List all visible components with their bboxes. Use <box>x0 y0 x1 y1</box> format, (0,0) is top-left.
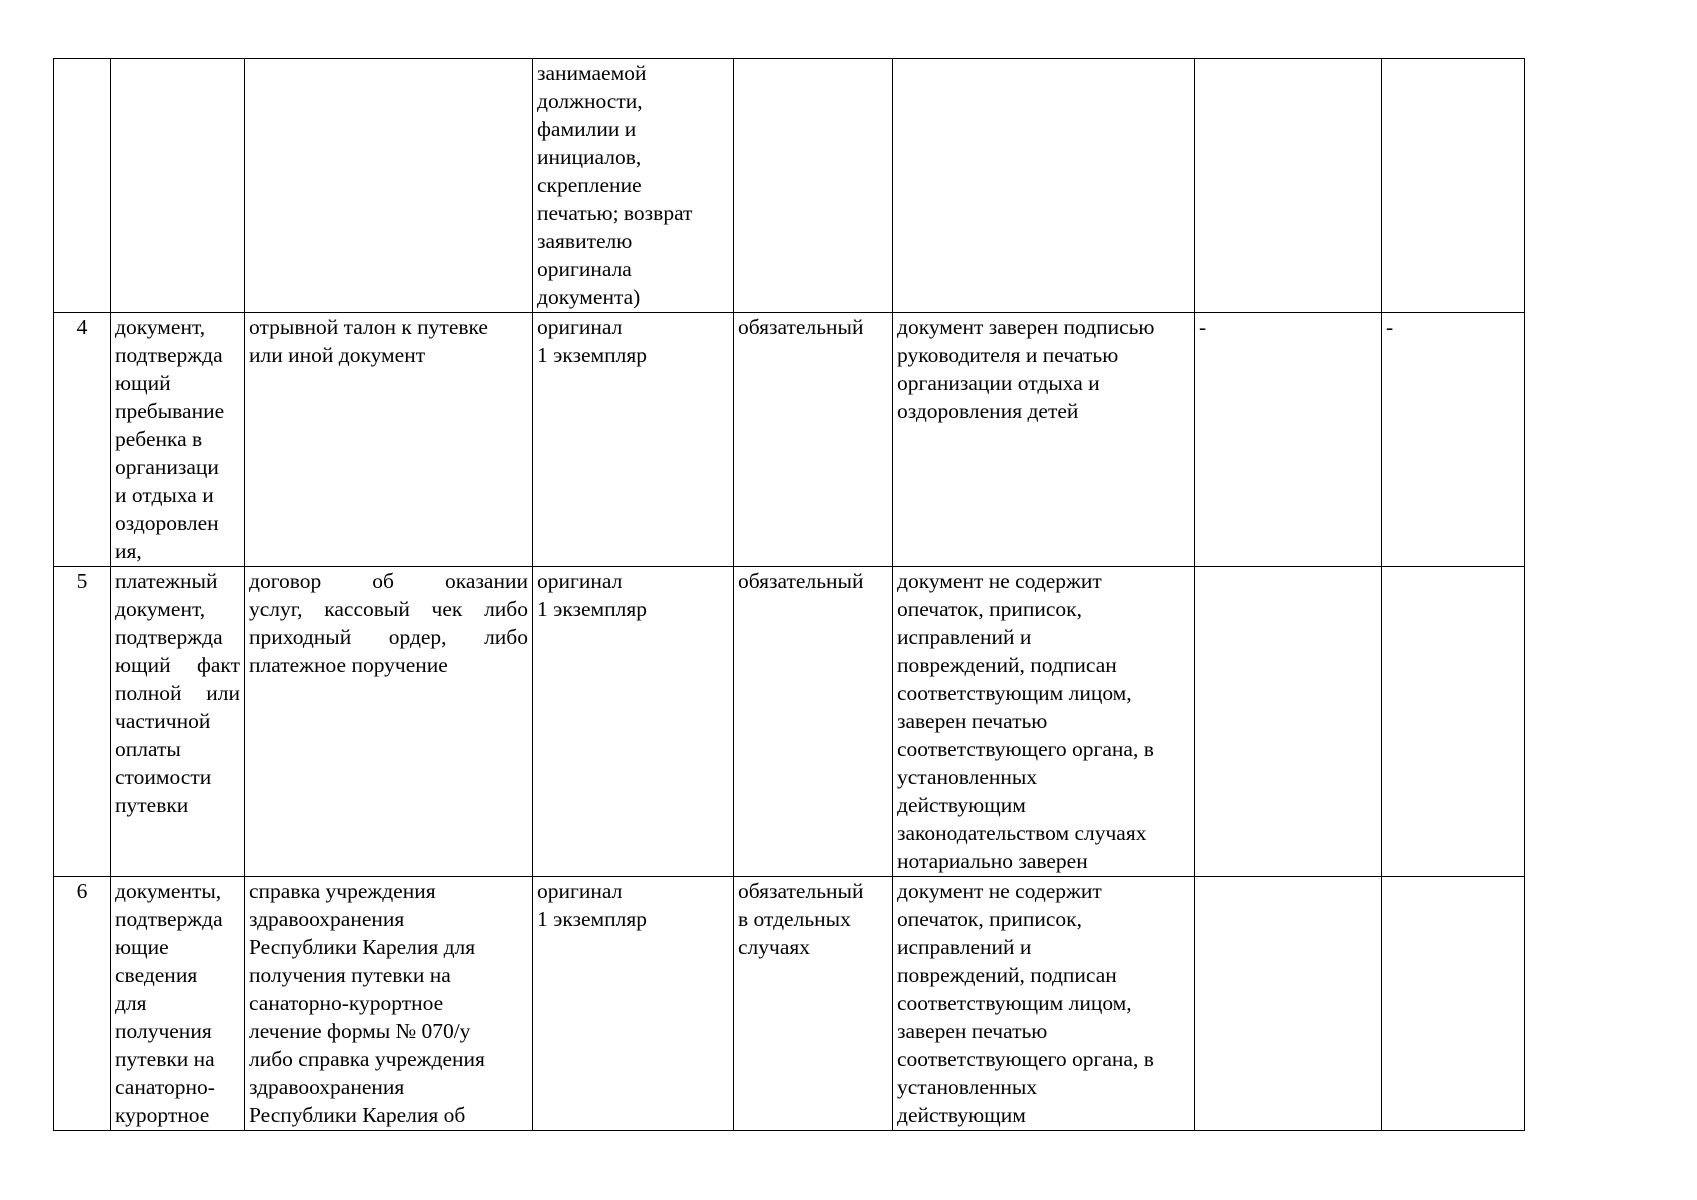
cell-text-line: для <box>115 991 147 1015</box>
cell-text-line: действующим <box>897 1103 1026 1127</box>
cell-text-line: нотариально заверен <box>897 849 1088 873</box>
row-number: 6 <box>76 879 88 903</box>
document-form-cell <box>1195 59 1382 313</box>
cell-text-line: оригинал <box>537 879 623 903</box>
cell-text-line: опечаток, приписок, <box>897 907 1083 931</box>
cell-text-line: занимаемой <box>537 61 647 85</box>
cell-text-line: ия, <box>115 539 142 563</box>
cell-text-line: случаях <box>738 935 811 959</box>
cell-text-line: услуг, кассовый чек либо <box>249 597 528 621</box>
cell-text-line: организаци <box>115 455 219 479</box>
cell-text-line: Республики Карелия об <box>249 1103 466 1127</box>
cell-text-line: соответствующего органа, в <box>897 1047 1154 1071</box>
cell-text-line: обязательный <box>738 315 864 339</box>
cell-text-line: документ, <box>115 315 206 339</box>
cell-text-line: соответствующим лицом, <box>897 681 1132 705</box>
cell-text-line: получения <box>115 1019 212 1043</box>
cell-text-line: - <box>1386 315 1394 339</box>
document-form-cell <box>1195 567 1382 877</box>
cell-text-line: подтвержда <box>115 907 223 931</box>
table-row <box>54 877 1525 1131</box>
cell-text-line: путевки на <box>115 1047 215 1071</box>
cell-text-line: установленных <box>897 765 1038 789</box>
document-copies-cell <box>533 59 734 313</box>
document-category-cell <box>111 567 245 877</box>
cell-text-line: исправлений и <box>897 625 1032 649</box>
cell-text-line: лечение формы № 070/у <box>249 1019 471 1043</box>
cell-text-line: скрепление <box>537 173 642 197</box>
cell-text-line: ребенка в <box>115 427 203 451</box>
cell-text-line: соответствующим лицом, <box>897 991 1132 1015</box>
document-sample-cell <box>1382 313 1525 567</box>
row-number-cell <box>54 313 111 567</box>
row-number-cell <box>54 877 111 1131</box>
cell-text-line: здравоохранения <box>249 1075 405 1099</box>
submission-condition-cell <box>734 877 893 1131</box>
cell-text-line: путевки <box>115 793 189 817</box>
cell-text-line: действующим <box>897 793 1026 817</box>
cell-text-line: оздоровления детей <box>897 399 1079 423</box>
submission-condition-cell <box>734 59 893 313</box>
cell-text-line: приходный ордер, либо <box>249 625 528 649</box>
cell-text-line: обязательный <box>738 569 864 593</box>
document-sample-cell <box>1382 567 1525 877</box>
cell-text-line: или иной документ <box>249 343 426 367</box>
document-name-cell <box>245 313 533 567</box>
cell-text-line: заверен печатью <box>897 1019 1048 1043</box>
row-number-cell <box>54 567 111 877</box>
cell-text-line: здравоохранения <box>249 907 405 931</box>
cell-text-line: законодательством случаях <box>897 821 1147 845</box>
cell-text-line: руководителя и печатью <box>897 343 1119 367</box>
cell-text-line: - <box>1199 315 1207 339</box>
cell-text-line: договор об оказании <box>249 569 528 593</box>
document-requirements-cell <box>893 59 1195 313</box>
document-category-cell <box>111 877 245 1131</box>
cell-text-line: пребывание <box>115 399 225 423</box>
document-sample-cell <box>1382 59 1525 313</box>
cell-text-line: заявителю <box>537 229 633 253</box>
cell-text-line: обязательный <box>738 879 864 903</box>
document-category-cell <box>111 313 245 567</box>
document-requirements-cell <box>893 877 1195 1131</box>
table-row <box>54 313 1525 567</box>
row-number-cell <box>54 59 111 313</box>
cell-text-line: печатью; возврат <box>537 201 693 225</box>
document-name-cell <box>245 59 533 313</box>
cell-text-line: должности, <box>537 89 643 113</box>
cell-text-line: повреждений, подписан <box>897 653 1117 677</box>
cell-text-line: ющий факт <box>115 653 240 677</box>
cell-text-line: справка учреждения <box>249 879 436 903</box>
cell-text-line: оригинал <box>537 569 623 593</box>
documents-table <box>53 58 1525 1131</box>
cell-text-line: повреждений, подписан <box>897 963 1117 987</box>
cell-text-line: инициалов, <box>537 145 642 169</box>
cell-text-line: документ не содержит <box>897 569 1102 593</box>
cell-text-line: документа) <box>537 285 641 309</box>
cell-text-line: 1 экземпляр <box>537 597 648 621</box>
document-name-cell <box>245 567 533 877</box>
cell-text-line: и отдыха и <box>115 483 214 507</box>
cell-text-line: отрывной талон к путевке <box>249 315 488 339</box>
cell-text-line: подтвержда <box>115 343 223 367</box>
cell-text-line: стоимости <box>115 765 212 789</box>
document-copies-cell <box>533 313 734 567</box>
table-row <box>54 567 1525 877</box>
cell-text-line: документ, <box>115 597 206 621</box>
cell-text-line: документы, <box>115 879 222 903</box>
document-form-cell <box>1195 313 1382 567</box>
cell-text-line: санаторно-курортное <box>249 991 444 1015</box>
cell-text-line: организации отдыха и <box>897 371 1100 395</box>
document-requirements-cell <box>893 313 1195 567</box>
cell-text-line: либо справка учреждения <box>249 1047 485 1071</box>
document-sample-cell <box>1382 877 1525 1131</box>
cell-text-line: полной или <box>115 681 240 705</box>
cell-text-line: документ не содержит <box>897 879 1102 903</box>
cell-text-line: 1 экземпляр <box>537 907 648 931</box>
cell-text-line: получения путевки на <box>249 963 451 987</box>
cell-text-line: в отдельных <box>738 907 851 931</box>
table-body <box>54 59 1525 1131</box>
document-form-cell <box>1195 877 1382 1131</box>
cell-text-line: заверен печатью <box>897 709 1048 733</box>
submission-condition-cell <box>734 313 893 567</box>
cell-text-line: ющий <box>115 371 171 395</box>
cell-text-line: опечаток, приписок, <box>897 597 1083 621</box>
table-row <box>54 59 1525 313</box>
cell-text-line: соответствующего органа, в <box>897 737 1154 761</box>
cell-text-line: документ заверен подписью <box>897 315 1155 339</box>
cell-text-line: оригинала <box>537 257 632 281</box>
cell-text-line: оздоровлен <box>115 511 219 535</box>
cell-text-line: подтвержда <box>115 625 223 649</box>
cell-text-line: сведения <box>115 963 198 987</box>
cell-text-line: установленных <box>897 1075 1038 1099</box>
cell-text-line: курортное <box>115 1103 210 1127</box>
cell-text-line: фамилии и <box>537 117 637 141</box>
cell-text-line: санаторно- <box>115 1075 215 1099</box>
document-category-cell <box>111 59 245 313</box>
document-requirements-cell <box>893 567 1195 877</box>
cell-text-line: ющие <box>115 935 169 959</box>
row-number: 5 <box>76 569 88 593</box>
row-number: 4 <box>76 315 88 339</box>
cell-text-line: платежное поручение <box>249 653 448 677</box>
document-copies-cell <box>533 877 734 1131</box>
cell-text-line: частичной <box>115 709 211 733</box>
document-name-cell <box>245 877 533 1131</box>
cell-text-line: исправлений и <box>897 935 1032 959</box>
cell-text-line: платежный <box>115 569 218 593</box>
cell-text-line: Республики Карелия для <box>249 935 476 959</box>
cell-text-line: 1 экземпляр <box>537 343 648 367</box>
cell-text-line: оригинал <box>537 315 623 339</box>
submission-condition-cell <box>734 567 893 877</box>
document-copies-cell <box>533 567 734 877</box>
cell-text-line: оплаты <box>115 737 181 761</box>
